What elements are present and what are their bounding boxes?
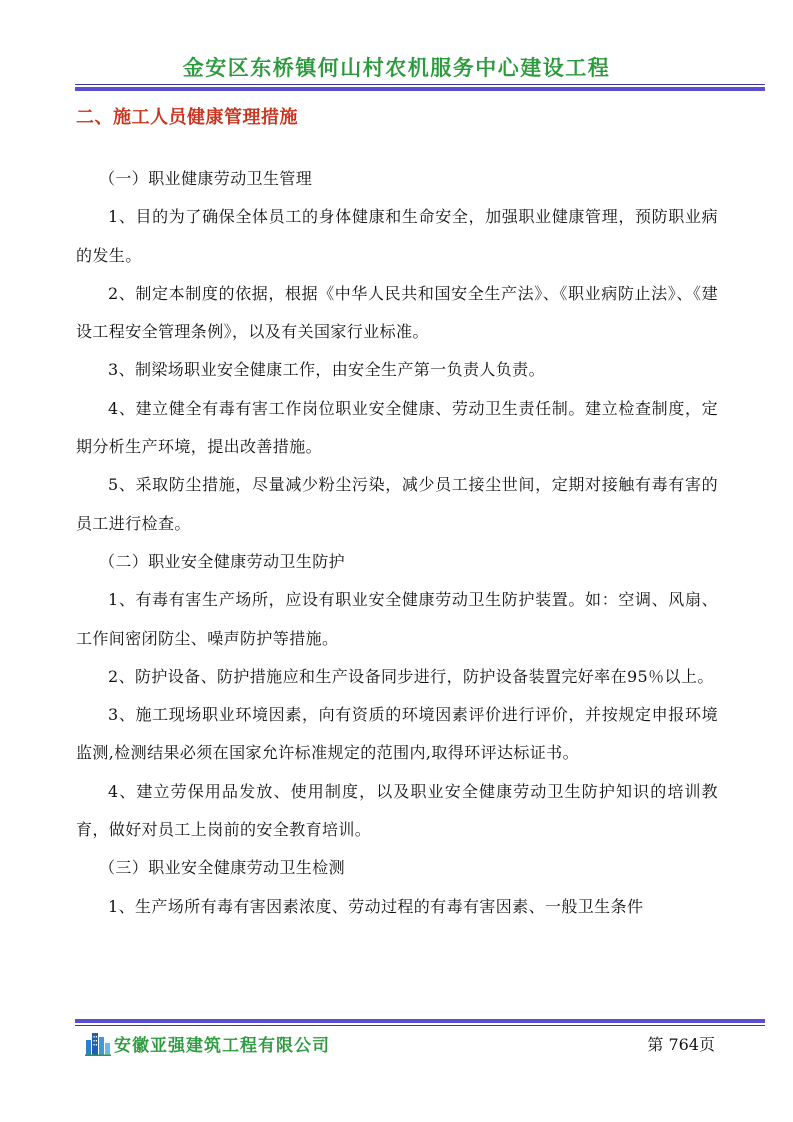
body-paragraph: 3、制梁场职业安全健康工作，由安全生产第一负责人负责。 bbox=[108, 360, 545, 380]
subsection-heading: （三）职业安全健康劳动卫生检测 bbox=[99, 858, 346, 878]
body-paragraph: 2、制定本制度的依据，根据《中华人民共和国安全生产法》、《职业病防止法》、《建设工程安全管理条例》，以及有关国家行业标准。 bbox=[76, 283, 718, 342]
building-logo-icon bbox=[85, 1030, 111, 1056]
subsection-heading: （二）职业安全健康劳动卫生防护 bbox=[99, 551, 346, 571]
footer-company-name: 安徽亚强建筑工程有限公司 bbox=[114, 1036, 330, 1056]
body-paragraph: 1、目的为了确保全体员工的身体健康和生命安全，加强职业健康管理，预防职业病的发生。 bbox=[76, 207, 718, 265]
body-paragraph: 5、采取防尘措施，尽量减少粉尘污染，减少员工接尘世间，定期对接触有毒有害的员工进行检查。 bbox=[76, 475, 718, 533]
footer-page-number: 第 764页 bbox=[647, 1035, 715, 1054]
body-paragraph: 3、施工现场职业环境因素，向有资质的环境因素评价进行评价，并按规定申报环境监测,检测结果必须在国家允许标准规定的范围内,取得环评达标证书。 bbox=[76, 705, 718, 763]
header-rule-thin bbox=[75, 84, 765, 85]
body-paragraph: 1、有毒有害生产场所，应设有职业安全健康劳动卫生防护装置。如：空调、风扇、工作间密闭防尘、噪声防护等措施。 bbox=[76, 590, 718, 648]
subsection-heading: （一）职业健康劳动卫生管理 bbox=[99, 169, 313, 188]
body-paragraph: 4、建立健全有毒有害工作岗位职业安全健康、劳动卫生责任制。建立检查制度，定期分析生产环境，提出改善措施。 bbox=[76, 398, 718, 457]
document-header-title: 金安区东桥镇何山村农机服务中心建设工程 bbox=[182, 56, 611, 80]
body-paragraph: 2、防护设备、防护措施应和生产设备同步进行，防护设备装置完好率在95％以上。 bbox=[108, 666, 714, 686]
header-rule-thick bbox=[75, 87, 765, 91]
document-body bbox=[76, 160, 718, 926]
body-paragraph: 4、建立劳保用品发放、使用制度，以及职业安全健康劳动卫生防护知识的培训教育，做好对员工上岗前的安全教育培训。 bbox=[76, 781, 718, 840]
footer-rule-thin bbox=[75, 1025, 765, 1026]
footer-rule-thick bbox=[75, 1019, 765, 1023]
section-heading: 二、施工人员健康管理措施 bbox=[76, 107, 298, 128]
body-paragraph: 1、生产场所有毒有害因素浓度、劳动过程的有毒有害因素、一般卫生条件 bbox=[108, 896, 644, 916]
